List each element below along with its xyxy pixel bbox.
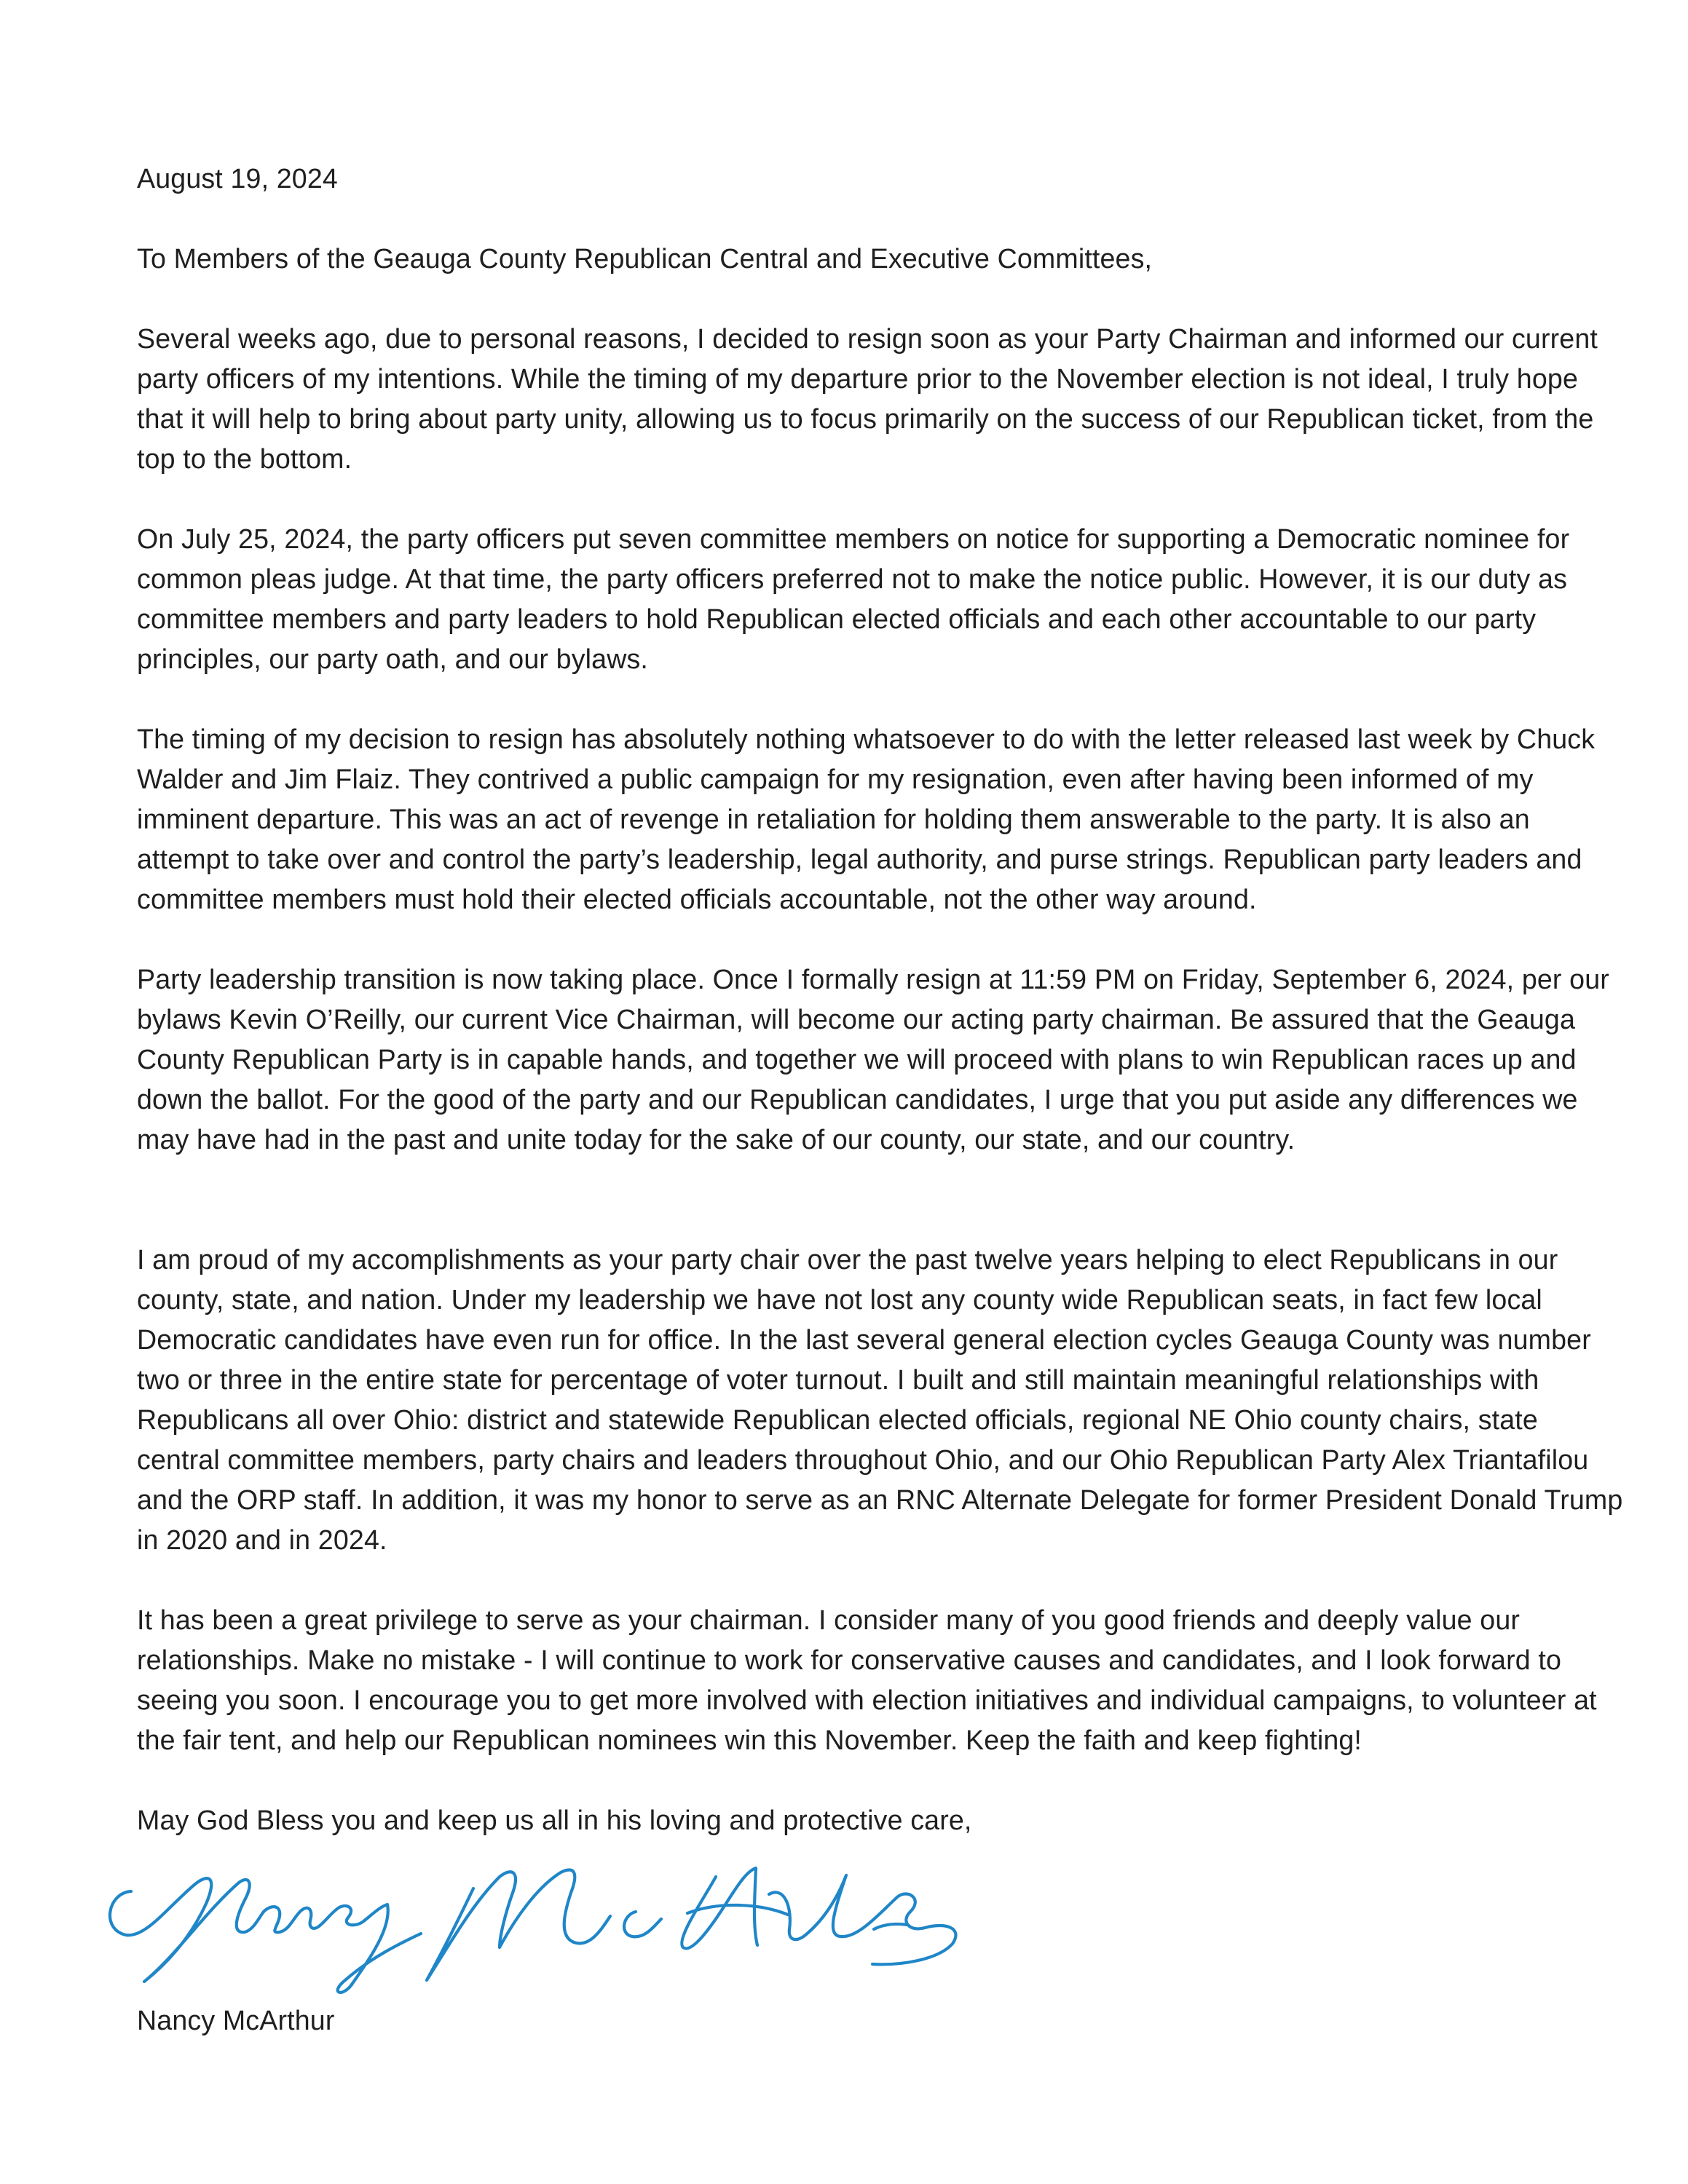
body-paragraph-4: Party leadership transition is now taking place. Once I formally resign at 11:59 PM on Friday, September 6, 2024, per our bylaws Kevin O’Reilly, our current Vice Chairman, will become our acting party chairman. Be assured that the Geauga County Republican Party is in capable hands, and together we will proceed with plans to win Republican races up and down the ballot. For the good of the party and our Republican candidates, I urge that you put aside any differences we may have had in the past and unite today for the sake of our county, our state, and our country. — [137, 964, 1609, 1155]
signature-name: Nancy McArthur — [137, 2005, 335, 2035]
handwritten-signature — [100, 1842, 974, 2006]
body-paragraph-6: It has been a great privilege to serve as your chairman. I consider many of you good friends and deeply value our relationships. Make no mistake - I will continue to work for conservative causes and candidates, and I look forward to seeing you soon. I encourage you to get more involved with election initiatives and individual campaigns, to volunteer at the fair tent, and help our Republican nominees win this November. Keep the faith and keep fighting! — [137, 1605, 1597, 1755]
body-paragraph-5: I am proud of my accomplishments as your party chair over the past twelve years helping to elect Republicans in our county, state, and nation. Under my leadership we have not lost any county wide Republican seats, in fact few local Democratic candidates have even run for office. In the last several general election cycles Geauga County was number two or three in the entire state for percentage of voter turnout. I built and still maintain meaningful relationships with Republicans all over Ohio: district and statewide Republican elected officials, regional NE Ohio county chairs, state central committee members, party chairs and leaders throughout Ohio, and our Ohio Republican Party Alex Triantafilou and the ORP staff. In addition, it was my honor to serve as an RNC Alternate Delegate for former President Donald Trump in 2020 and in 2024. — [137, 1244, 1623, 1555]
body-paragraph-2: On July 25, 2024, the party officers put seven committee members on notice for supporting a Democratic nominee for common pleas judge. At that time, the party officers preferred not to make the notice public. However, it is our duty as committee members and party leaders to hold Republican elected officials and each other accountable to our party principles, our party oath, and our bylaws. — [137, 523, 1570, 674]
letter-closing: May God Bless you and keep us all in his loving and protective care, — [137, 1805, 972, 1835]
letter-date: August 19, 2024 — [137, 163, 338, 194]
letter-salutation: To Members of the Geauga County Republican Central and Executive Committees, — [137, 243, 1153, 274]
body-paragraph-3: The timing of my decision to resign has absolutely nothing whatsoever to do with the letter released last week by Chuck Walder and Jim Flaiz. They contrived a public campaign for my resignation, even after having been informed of my imminent departure. This was an act of revenge in retaliation for holding them answerable to the party. It is also an attempt to take over and control the party’s leadership, legal authority, and purse strings. Republican party leaders and committee members must hold their elected officials accountable, not the other way around. — [137, 724, 1596, 914]
body-paragraph-1: Several weeks ago, due to personal reasons, I decided to resign soon as your Party Chairman and informed our current party officers of my intentions. While the timing of my departure prior to the November election is not ideal, I truly hope that it will help to bring about party unity, allowing us to focus primarily on the success of our Republican ticket, from the top to the bottom. — [137, 323, 1598, 474]
